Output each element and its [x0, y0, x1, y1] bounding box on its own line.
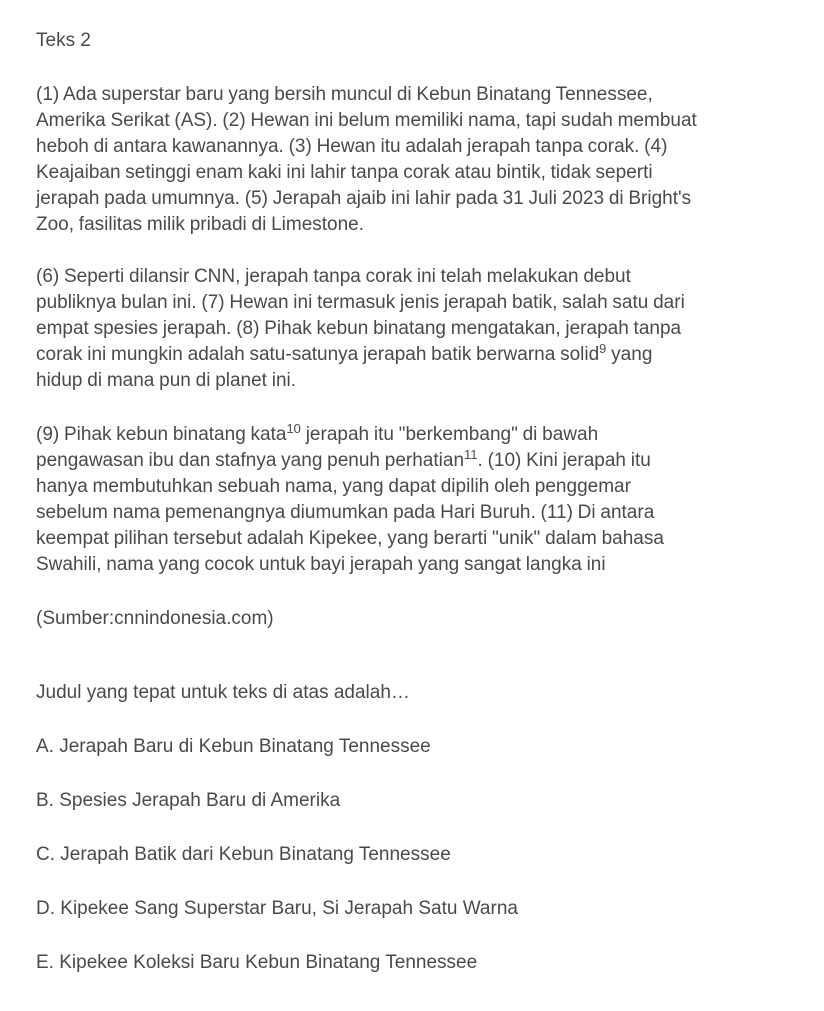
answer-options	[36, 734, 518, 1004]
paragraph-3-text: . (10) Kini jerapah itu	[477, 450, 651, 471]
paragraph-3-line: sebelum nama pemenangnya diumumkan pada Hari Buruh. (11) Di antara	[36, 502, 655, 523]
footnote-marker: 11	[464, 447, 478, 462]
footnote-marker: 9	[599, 341, 607, 356]
answer-option-a: A. Jerapah Baru di Kebun Binatang Tennessee	[36, 736, 431, 757]
paragraph-2-line: publiknya bulan ini. (7) Hewan ini termasuk jenis jerapah batik, salah satu dari	[36, 292, 685, 313]
paragraph-1-line: heboh di antara kawanannya. (3) Hewan itu adalah jerapah tanpa corak. (4)	[36, 136, 668, 157]
paragraph-3-line	[36, 422, 796, 448]
footnote-marker: 10	[286, 421, 301, 436]
paragraph-3-text: pengawasan ibu dan stafnya yang penuh perhatian	[36, 450, 465, 471]
paragraph-3-line	[36, 448, 796, 474]
paragraph-3-text: jerapah itu "berkembang" di bawah	[300, 424, 599, 445]
paragraph-1-line: (1) Ada superstar baru yang bersih muncul di Kebun Binatang Tennessee,	[36, 84, 653, 105]
paragraph-2-line: (6) Seperti dilansir CNN, jerapah tanpa corak ini telah melakukan debut	[36, 266, 631, 287]
paragraph-1	[36, 82, 796, 238]
paragraph-2-line: hidup di mana pun di planet ini.	[36, 370, 297, 391]
paragraph-3-line: Swahili, nama yang cocok untuk bayi jerapah yang sangat langka ini	[36, 554, 606, 575]
paragraph-2-line	[36, 342, 796, 368]
paragraph-2	[36, 264, 796, 394]
answer-option-e: E. Kipekee Koleksi Baru Kebun Binatang Tennessee	[36, 952, 478, 973]
paragraph-1-line: Amerika Serikat (AS). (2) Hewan ini belum memiliki nama, tapi sudah membuat	[36, 110, 697, 131]
paragraph-1-line: Zoo, fasilitas milik pribadi di Limestone.	[36, 214, 365, 235]
paragraph-1-line: jerapah pada umumnya. (5) Jerapah ajaib ini lahir pada 31 Juli 2023 di Bright's	[36, 188, 692, 209]
text-heading: Teks 2	[36, 30, 91, 51]
paragraph-3-line: hanya membutuhkan sebuah nama, yang dapat dipilih oleh penggemar	[36, 476, 631, 497]
paragraph-2-text: yang	[606, 344, 653, 365]
paragraph-3	[36, 422, 796, 578]
question-text: Judul yang tepat untuk teks di atas adalah…	[36, 682, 410, 703]
paragraph-3-line: keempat pilihan tersebut adalah Kipekee, yang berarti "unik" dalam bahasa	[36, 528, 664, 549]
answer-option-c: C. Jerapah Batik dari Kebun Binatang Tennessee	[36, 844, 451, 865]
answer-option-d: D. Kipekee Sang Superstar Baru, Si Jerapah Satu Warna	[36, 898, 518, 919]
paragraph-3-text: (9) Pihak kebun binatang kata	[36, 424, 287, 445]
source-citation: (Sumber:cnnindonesia.com)	[36, 608, 274, 629]
paragraph-1-line: Keajaiban setinggi enam kaki ini lahir tanpa corak atau bintik, tidak seperti	[36, 162, 653, 183]
answer-option-b: B. Spesies Jerapah Baru di Amerika	[36, 790, 341, 811]
paragraph-2-line: empat spesies jerapah. (8) Pihak kebun binatang mengatakan, jerapah tanpa	[36, 318, 682, 339]
paragraph-2-text: corak ini mungkin adalah satu-satunya jerapah batik berwarna solid	[36, 344, 600, 365]
